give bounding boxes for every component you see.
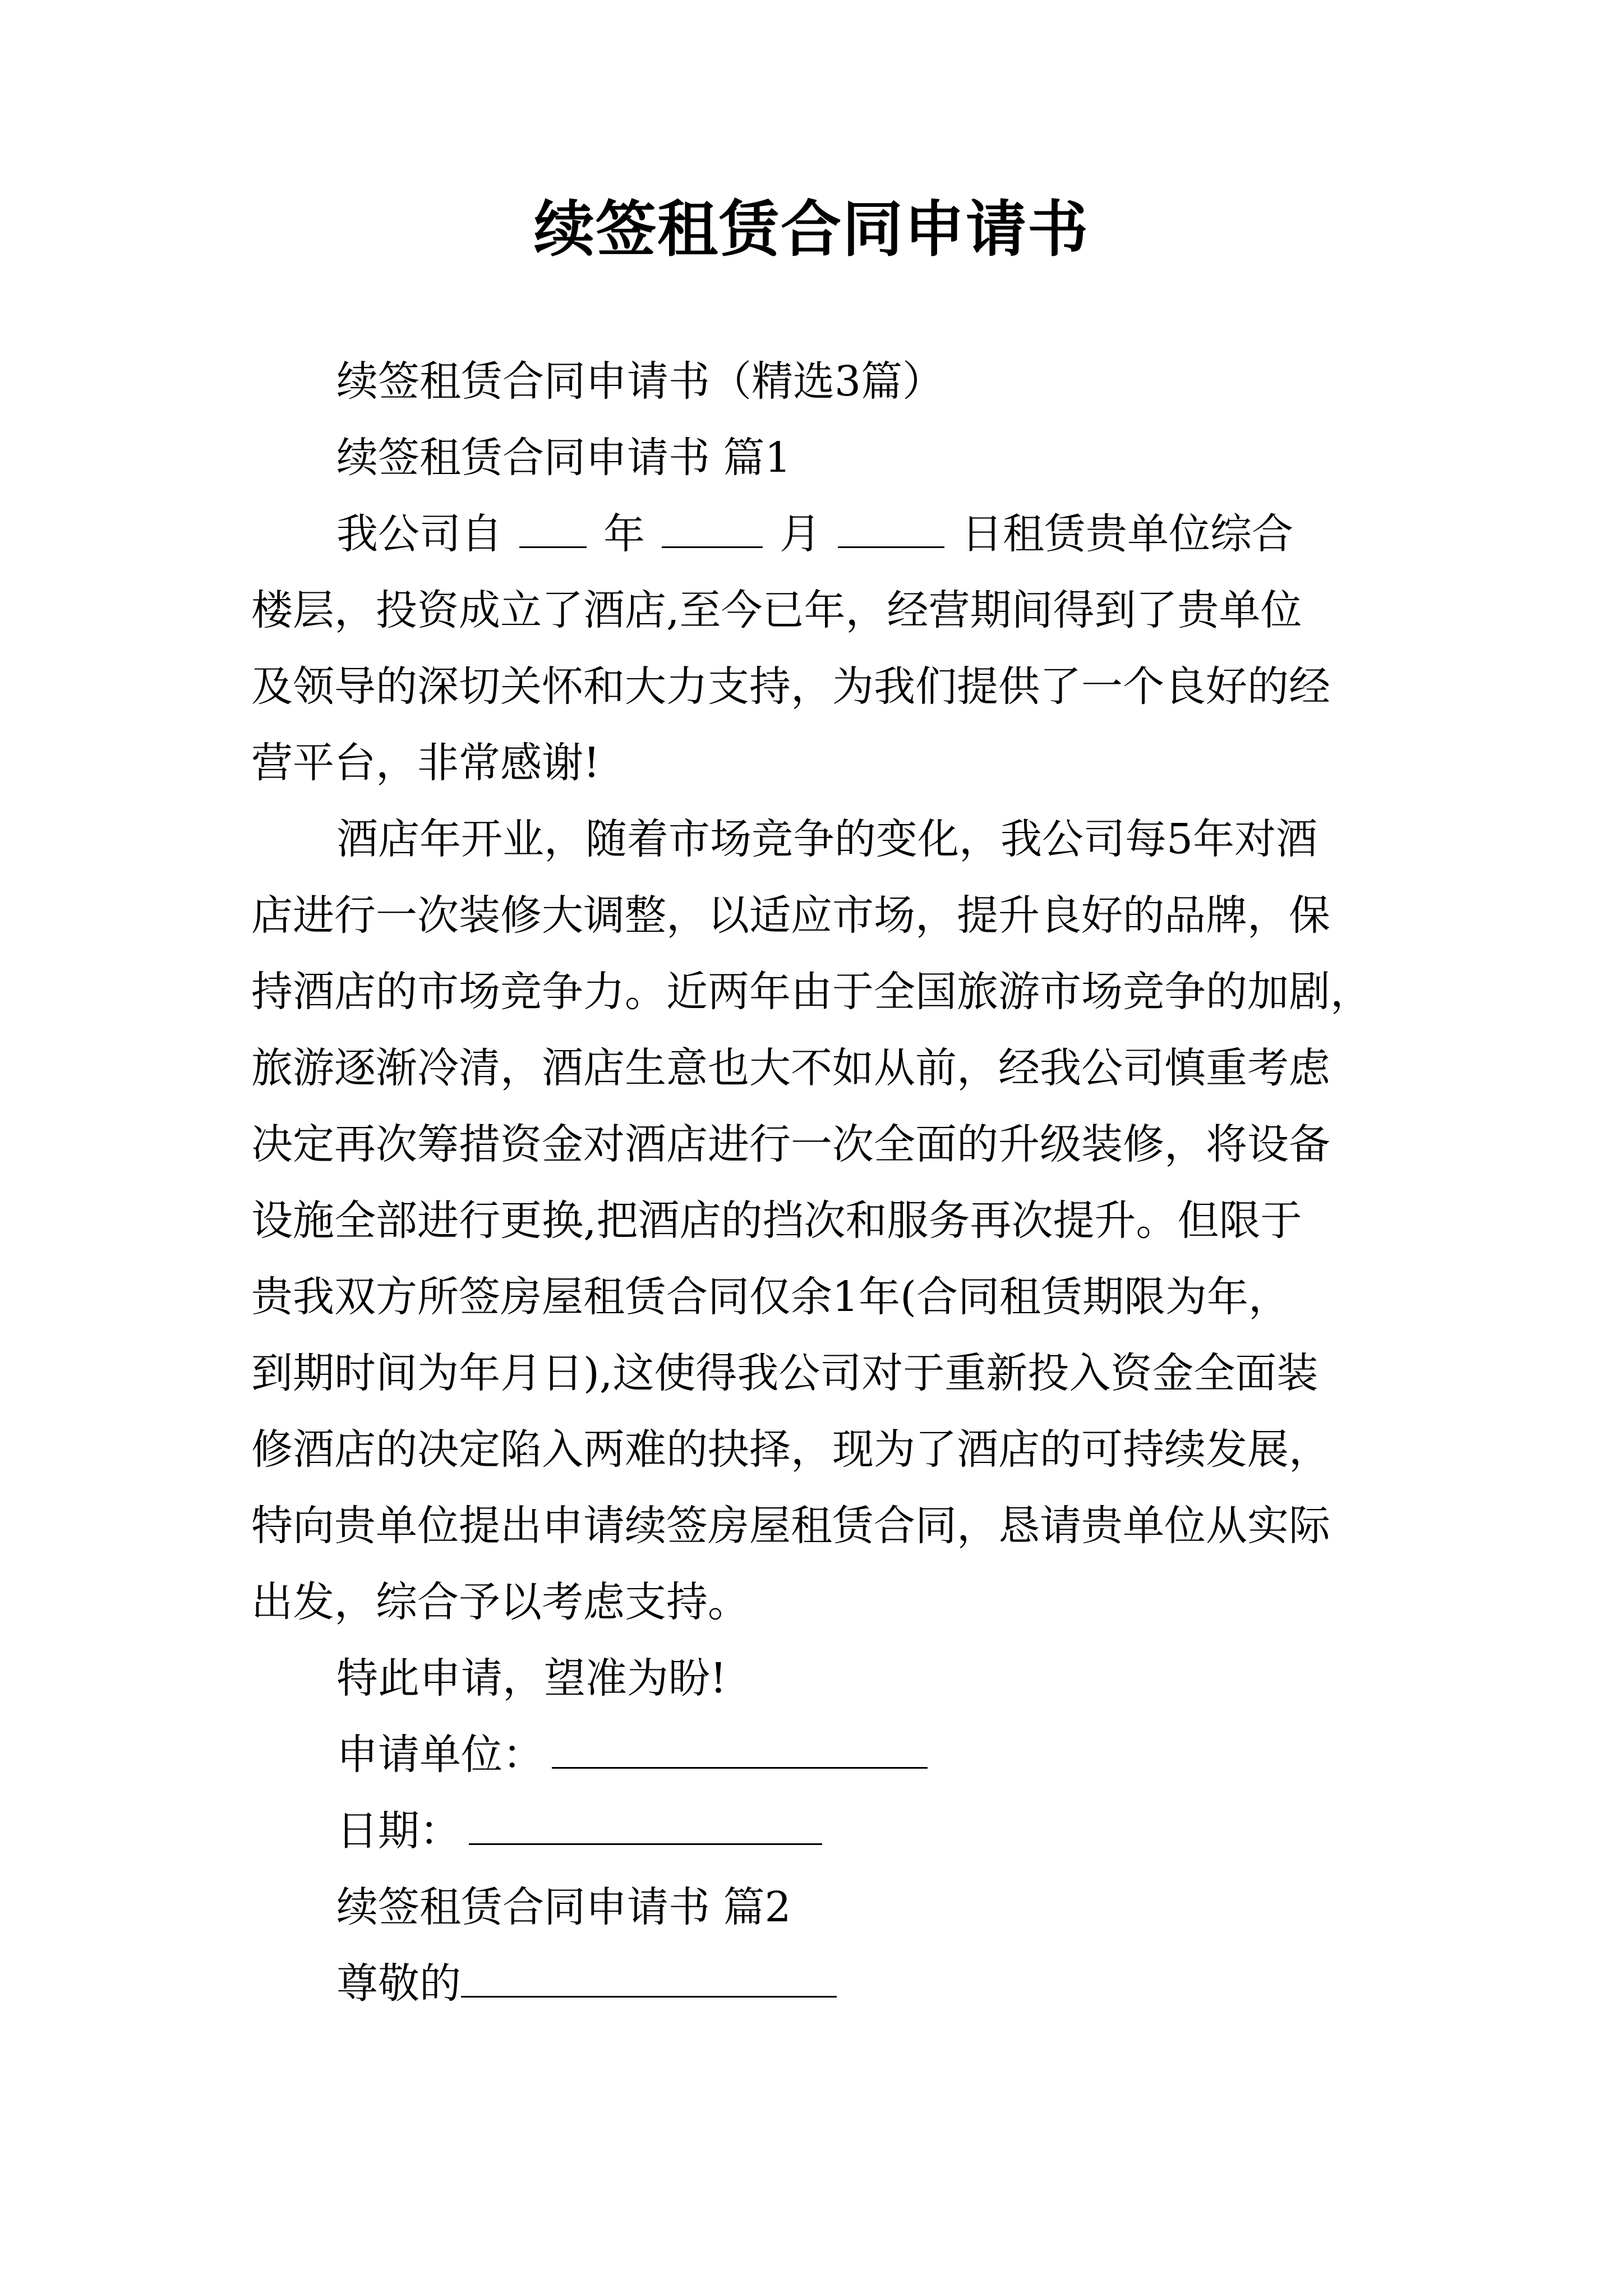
p1-month-text: 月 (780, 510, 821, 558)
salutation-text: 尊敬的 (336, 1959, 461, 2008)
salutation-blank (461, 1945, 837, 1998)
paragraph-2-line: 决定再次筹措资金对酒店进行一次全面的升级装修，将设备 (251, 1120, 1330, 1168)
paragraph-2-line: 店进行一次装修大调整，以适应市场，提升良好的品牌，保 (251, 891, 1330, 940)
paragraph-2-line: 修酒店的决定陷入两难的抉择，现为了酒店的可持续发展， (251, 1425, 1330, 1474)
paragraph-2-line: 贵我双方所签房屋租赁合同仅余1年(合同租赁期限为年， (251, 1273, 1290, 1321)
paragraph-1-line: 营平台，非常感谢! (251, 739, 600, 787)
document-body (251, 343, 1395, 2022)
p1-rest-text: 日租赁贵单位综合 (961, 510, 1293, 558)
paragraph-1-first-line (251, 496, 1395, 572)
paragraph-1-line: 楼层，投资成立了酒店,至今已年，经营期间得到了贵单位 (251, 586, 1302, 634)
paragraph-2-line: 特向贵单位提出申请续签房屋租赁合同，恳请贵单位从实际 (251, 1502, 1330, 1550)
applicant-label: 申请单位： (336, 1731, 544, 1779)
p1-year-text: 年 (603, 510, 645, 558)
paragraph-2-line: 酒店年开业，随着市场竞争的变化，我公司每5年对酒 (336, 815, 1318, 863)
date-line (251, 1793, 1395, 1869)
section-heading-2: 续签租赁合同申请书 篇2 (336, 1883, 791, 1931)
date-blank (469, 1793, 822, 1845)
year-blank (519, 496, 587, 548)
paragraph-2-line: 旅游逐渐冷清，酒店生意也大不如从前，经我公司慎重考虑 (251, 1044, 1330, 1092)
p1-start-text: 我公司自 (336, 510, 502, 558)
document-title: 续签租赁合同申请书 (533, 195, 1089, 265)
paragraph-2-line: 到期时间为年月日),这使得我公司对于重新投入资金全面装 (251, 1349, 1318, 1397)
paragraph-2-line: 出发，综合予以考虑支持。 (251, 1578, 749, 1626)
applicant-line (251, 1717, 1395, 1793)
document-subtitle: 续签租赁合同申请书（精选3篇） (336, 357, 944, 406)
paragraph-2-line: 设施全部进行更换,把酒店的挡次和服务再次提升。但限于 (251, 1197, 1302, 1245)
closing-line: 特此申请，望准为盼! (336, 1654, 727, 1703)
salutation-line (251, 1945, 1395, 2022)
paragraph-1-line: 及领导的深切关怀和大力支持，为我们提供了一个良好的经 (251, 662, 1330, 711)
day-blank (838, 496, 944, 548)
applicant-blank (552, 1717, 928, 1769)
date-label: 日期： (336, 1807, 461, 1855)
section-heading-1: 续签租赁合同申请书 篇1 (336, 434, 791, 482)
paragraph-2-line: 持酒店的市场竞争力。近两年由于全国旅游市场竞争的加剧， (251, 968, 1372, 1016)
month-blank (662, 496, 763, 548)
